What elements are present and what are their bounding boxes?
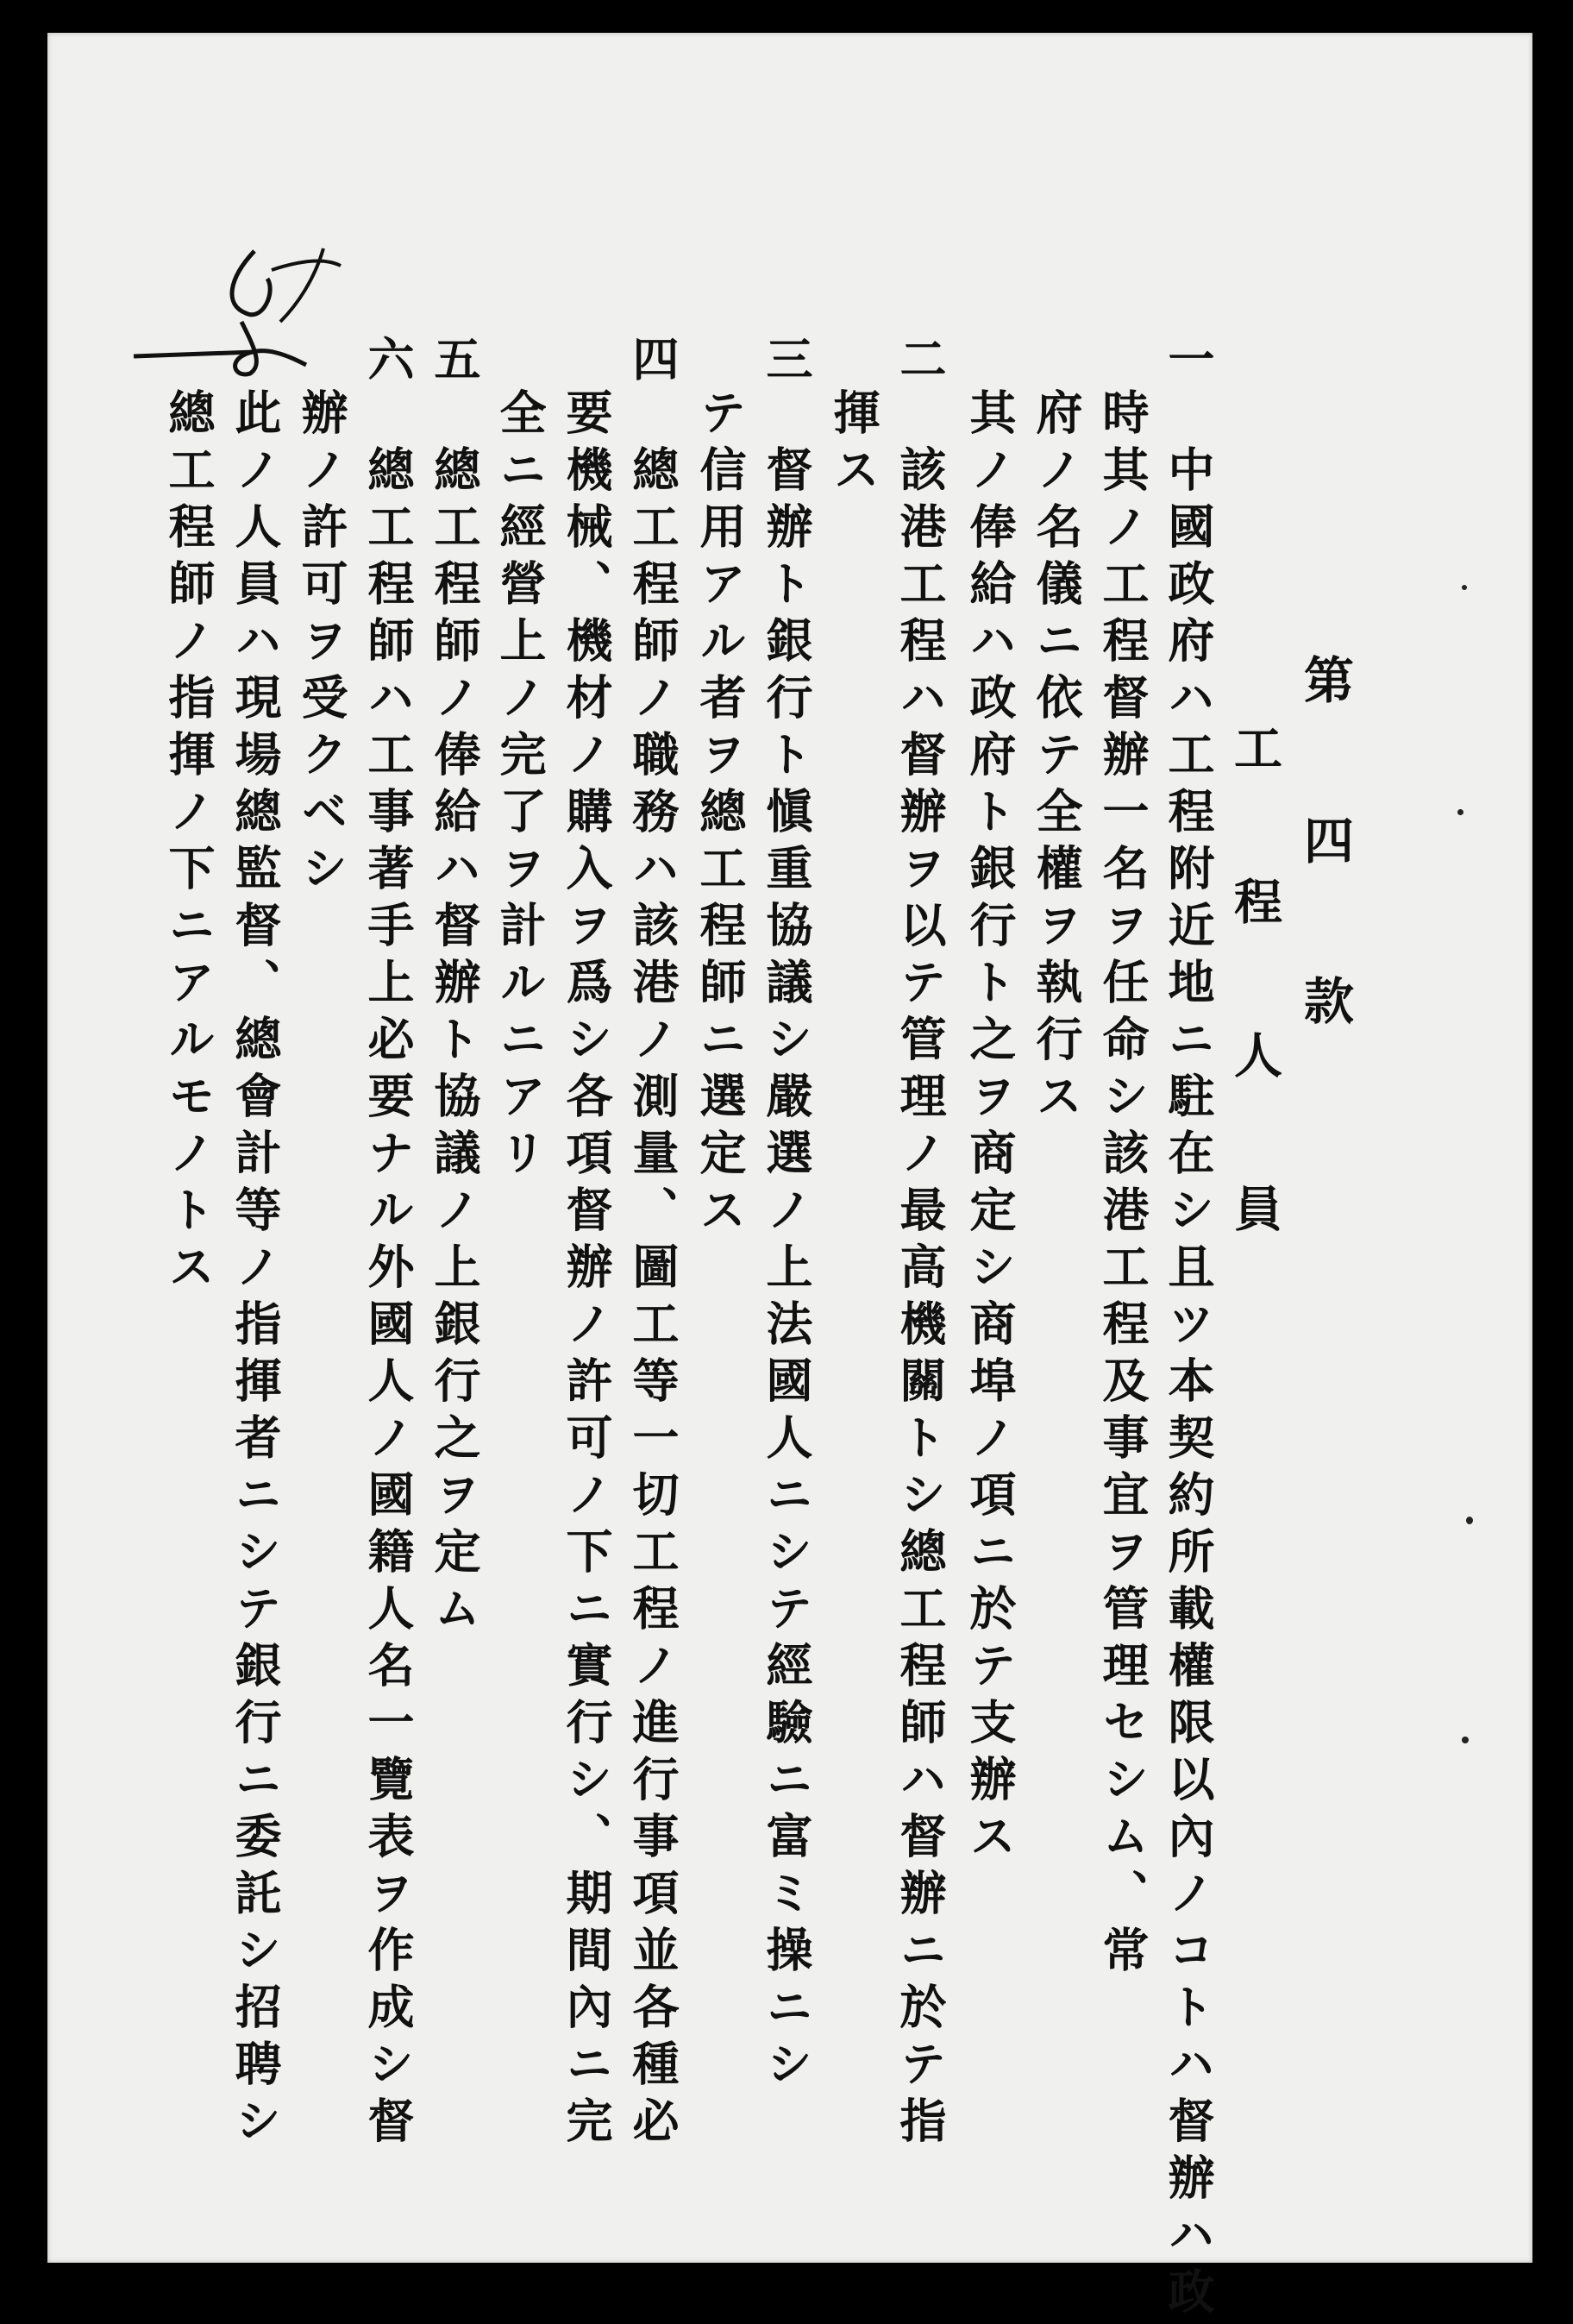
text-column-1: 中國政府ハ工程附近地ニ駐在シ且ツ本契約所載權限以內ノコトハ督辦ハ政 xyxy=(1161,445,1216,2324)
scan-speck xyxy=(1457,809,1463,815)
text-column-7: 督辦ト銀行ト愼重協議シ嚴選ノ上法國人ニシテ經驗ニ富ミ操ニシ xyxy=(759,445,814,2096)
document-page xyxy=(47,33,1532,2324)
section-number-1: 一 xyxy=(1161,335,1216,381)
handwritten-margin-mark xyxy=(125,244,349,382)
section-heading: 第 四 款 xyxy=(1295,654,1354,1051)
text-column-14: 辦ノ許可ヲ受クベシ xyxy=(294,388,349,901)
text-column-9: 總工程師ノ職務ハ該港ノ測量、圖工等一切工程ノ進行事項並各種必 xyxy=(625,445,680,2153)
text-column-5: 該港工程ハ督辦ヲ以テ管理ノ最高機關トシ總工程師ハ督辦ニ於テ指 xyxy=(893,445,948,2153)
text-column-15: 此ノ人員ハ現場總監督、總會計等ノ指揮者ニシテ銀行ニ委託シ招聘シ xyxy=(228,388,283,2153)
text-column-10: 要機械、機材ノ購入ヲ爲シ各項督辦ノ許可ノ下ニ實行シ、期間內ニ完 xyxy=(559,388,614,2153)
section-subheading: 工 程 人 員 xyxy=(1226,723,1283,1256)
text-column-12: 總工程師ノ俸給ハ督辦ト協議ノ上銀行之ヲ定ム xyxy=(427,445,482,1641)
section-number-2: 二 xyxy=(893,335,948,381)
section-number-6: 六 xyxy=(360,335,416,381)
text-column-4: 其ノ俸給ハ政府ト銀行ト之ヲ商定シ商埠ノ項ニ於テ支辦ス xyxy=(962,388,1018,1869)
scan-speck xyxy=(1462,585,1467,590)
section-number-4: 四 xyxy=(625,335,680,381)
section-number-3: 三 xyxy=(759,335,814,381)
text-column-13: 總工程師ハ工事著手上必要ナル外國人ノ國籍人名一覽表ヲ作成シ督 xyxy=(360,445,416,2153)
text-column-11: 全ニ經營上ノ完了ヲ計ルニアリ xyxy=(492,388,548,1185)
text-column-2: 時其ノ工程督辦一名ヲ任命シ該港工程及事宜ヲ管理セシム、常 xyxy=(1095,388,1150,1982)
scan-speck xyxy=(1462,1737,1469,1743)
text-column-3: 府ノ名儀ニ依テ全權ヲ執行ス xyxy=(1029,388,1084,1128)
text-column-8: テ信用アル者ヲ總工程師ニ選定ス xyxy=(692,388,748,1242)
text-column-16: 總工程師ノ指揮ノ下ニアルモノトス xyxy=(161,388,216,1299)
text-column-6: 揮ス xyxy=(826,388,881,502)
section-number-5: 五 xyxy=(427,335,482,381)
scan-speck xyxy=(1466,1517,1473,1524)
